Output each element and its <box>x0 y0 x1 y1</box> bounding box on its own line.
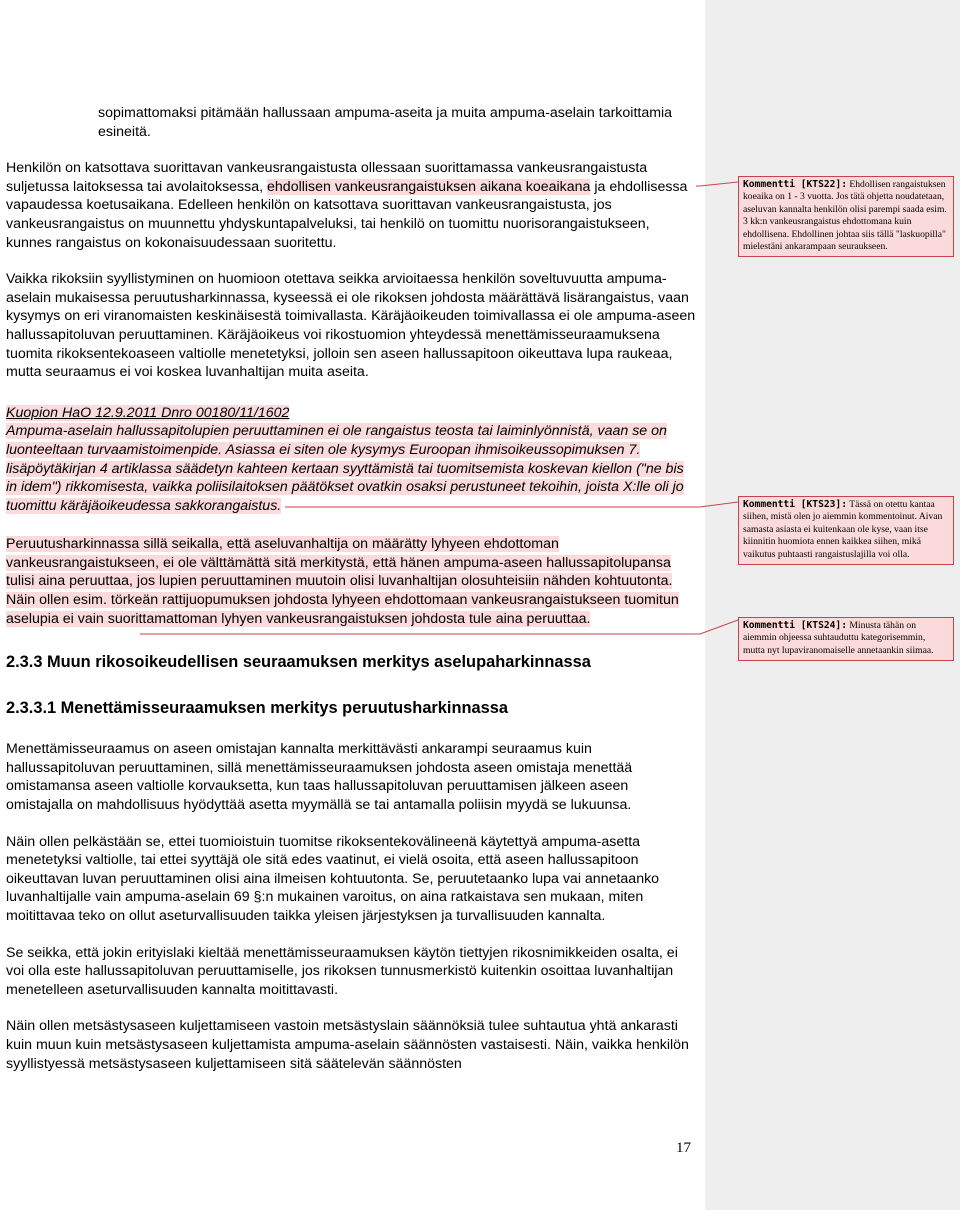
paragraph-1: sopimattomaksi pitämään hallussaan ampuma-aseita ja muita ampuma-aselain tarkoittamia esineitä. <box>98 105 673 140</box>
paragraph-6: Näin ollen pelkästään se, ettei tuomioistuin tuomitse rikoksentekovälineenä käytettyä ampuma-asetta menetetyksi valtiolle, tai ettei syyttäjä ole sitä edes vaatinut, ei vielä osoita, että aseen hallussapitoon oikeuttavan luvan peruuttaminen olisi aina ilmeisen kohtuutonta. Se, peruutetaanko lupa vai annetaanko luvanhaltijalle vain ampuma-aselain 69 §:n mukainen varoitus, on aina ratkaistava sen mukaan, miten moitittavaa teko on ollut aseturvallisuuden taikka yleisen järjestyksen ja turvallisuuden kannalta. <box>6 833 660 924</box>
case-reference <box>6 404 696 423</box>
paragraph-4 <box>6 535 696 628</box>
comment-tag: Kommentti [KTS22]: <box>743 179 847 190</box>
paragraph-5: Menettämisseuraamus on aseen omistajan kannalta merkittävästi ankarampi seuraamus kuin hallussapitoluvan peruuttaminen, sillä menettämisseuraamuksen johdosta aseen omistaja menettää omistamansa aseen valtiolle korvauksetta, kun taas hallussapitoluvan peruuttamisen jälkeen aseen omistajalla on mahdollisuus hyödyttää asetta myymällä se tai antamalla poliisin myydä se lukuunsa. <box>6 741 633 814</box>
case-reference-text[interactable]: Kuopion HaO 12.9.2011 Dnro 00180/11/1602 <box>6 404 290 421</box>
comment-balloon-kts23[interactable] <box>738 496 954 565</box>
paragraph-2 <box>6 159 696 252</box>
section-heading-2-3-3-1: 2.3.3.1 Menettämisseuraamuksen merkitys peruutusharkinnassa <box>6 699 508 718</box>
paragraph-7: Se seikka, että jokin erityislaki kieltää menettämisseuraamuksen käytön tiettyjen rikosnimikkeiden osalta, ei voi olla este hallussapitoluvan peruuttamiselle, jos rikoksen tunnusmerkistö kuitenkin osoittaa luvanhaltijan menetelleen aseturvallisuuden kannalta moitittavasti. <box>6 944 678 998</box>
comment-text: Minusta tähän on aiemmin ohjeessa suhtauduttu kategorisemmin, mutta nyt lupaviranomaiselle annetaankin siimaa. <box>743 620 934 656</box>
comment-tag: Kommentti [KTS24]: <box>743 620 847 631</box>
paragraph-2-text-a: Henkilön on katsottava suorittavan vankeusrangaistusta ollessaan suorittamassa vankeusrangaistusta suljetussa laitoksessa tai avolaitoksessa, <box>6 160 648 195</box>
case-citation-block <box>6 404 696 516</box>
comment-balloon-kts22[interactable] <box>738 176 954 257</box>
document-body <box>6 104 696 1073</box>
highlighted-comment-range-kts24[interactable]: Peruutusharkinnassa sillä seikalla, että aseluvanhaltija on määrätty lyhyeen ehdottoman vankeusrangaistukseen, ei ole välttämättä sitä merkitystä, että hänen ampuma-aseen hallussapitolupansa tulisi aina peruuttaa, jos lupien peruuttaminen muutoin olisi luvanhaltijan olosuhteisiin nähden kohtuutonta. Näin ollen esim. törkeän rattijuopumuksen johdosta lyhyeen ehdottomaan vankeusrangaistukseen tuomitun aselupia ei vain suorittamattoman lyhyen vankeusrangaistuksen johdosta tule aina peruuttaa. <box>6 536 679 627</box>
comment-balloon-kts24[interactable] <box>738 617 954 661</box>
highlighted-comment-range-kts22[interactable]: ehdollisen vankeusrangaistuksen aikana koeaikana <box>267 178 591 195</box>
paragraph-3: Vaikka rikoksiin syyllistyminen on huomioon otettava seikka arvioitaessa henkilön soveltuvuutta ampuma-aselain mukaisessa peruutusharkinnassa, kyseessä ei ole rikoksen johdosta määrättävä lisärangaistus, vaan kysymys on eri viranomaisten keskinäisestä toimivallasta. Käräjäoikeuden toimivallassa ei ole ampuma-aseen hallussapitoluvan peruuttaminen. Käräjäoikeus voi rikostuomion yhteydessä menettämisseuraamuksena tuomita rikoksentekoaseen valtiolle menetetyksi, jolloin sen aseen hallussapitoon oikeuttava lupa raukeaa, mutta seuraamus ei voi koskea luvanhaltijan muita aseita. <box>6 271 696 381</box>
section-heading-2-3-3: 2.3.3 Muun rikosoikeudellisen seuraamuksen merkitys aselupaharkinnassa <box>6 653 591 672</box>
paragraph-2-text-b: ja ehdollisessa vapaudessa koetusaikana. Edelleen henkilön on katsottava suorittavan vankeusrangaistusta, jos vankeusrangaistus on muunnettu yhdyskuntapalveluksi, tai henkilö on tuomittu nuorisorangaistukseen, kunnes rangaistus on kokonaisuudessaan suoritettu. <box>6 178 688 251</box>
comment-text: Tässä on otettu kantaa siihen, mistä olen jo aiemmin kommentoinut. Aivan samasta asiasta ei kuitenkaan ole kyse, vaan itse kiinnitin huomiota ennen kaikkea siihen, mikä vaikutus puhtaasti rangaistuslajilla voi olla. <box>743 499 943 560</box>
highlighted-comment-range-kts23[interactable]: Ampuma-aselain hallussapitolupien peruuttaminen ei ole rangaistus teosta tai laiminlyönnistä, vaan se on luonteeltaan turvaamistoimenpide. Asiassa ei siten ole kysymys Euroopan ihmisoikeussopimuksen 7. lisäpöytäkirjan 4 artiklassa säädetyn kahteen kertaan syyttämistä tai tuomitsemista koskevan kiellon ("ne bis in idem") rikkomisesta, vaikka poliisilaitoksen päätökset ovatkin osaksi perustuneet tekoihin, joista X:lle oli jo tuomittu käräjäoikeudessa sakkorangaistus. <box>6 423 684 514</box>
comment-text: Ehdollisen rangaistuksen koeaika on 1 - 3 vuotta. Jos tätä ohjetta noudatetaan, aseluvan kannalta henkilön olisi parempi saada esim. 3 kk:n vankeusrangaistus ehdottomana kuin ehdollisena. Ehdollinen johtaa siis tällä "laskuopilla" mielestäni ankarampaan seuraukseen. <box>743 179 947 253</box>
comment-tag: Kommentti [KTS23]: <box>743 499 847 510</box>
page-number: 17 <box>676 1140 691 1156</box>
case-summary <box>6 422 696 515</box>
paragraph-8: Näin ollen metsästysaseen kuljettamiseen vastoin metsästyslain säännöksiä tulee suhtautua yhtä ankarasti kuin muun kuin metsästysaseen kuljettamista ampuma-aselain säännösten vastaisesti. Näin, vaikka henkilön syyllistyessä metsästysaseen kuljettamiseen sitä säätelevän säännösten <box>6 1018 689 1072</box>
